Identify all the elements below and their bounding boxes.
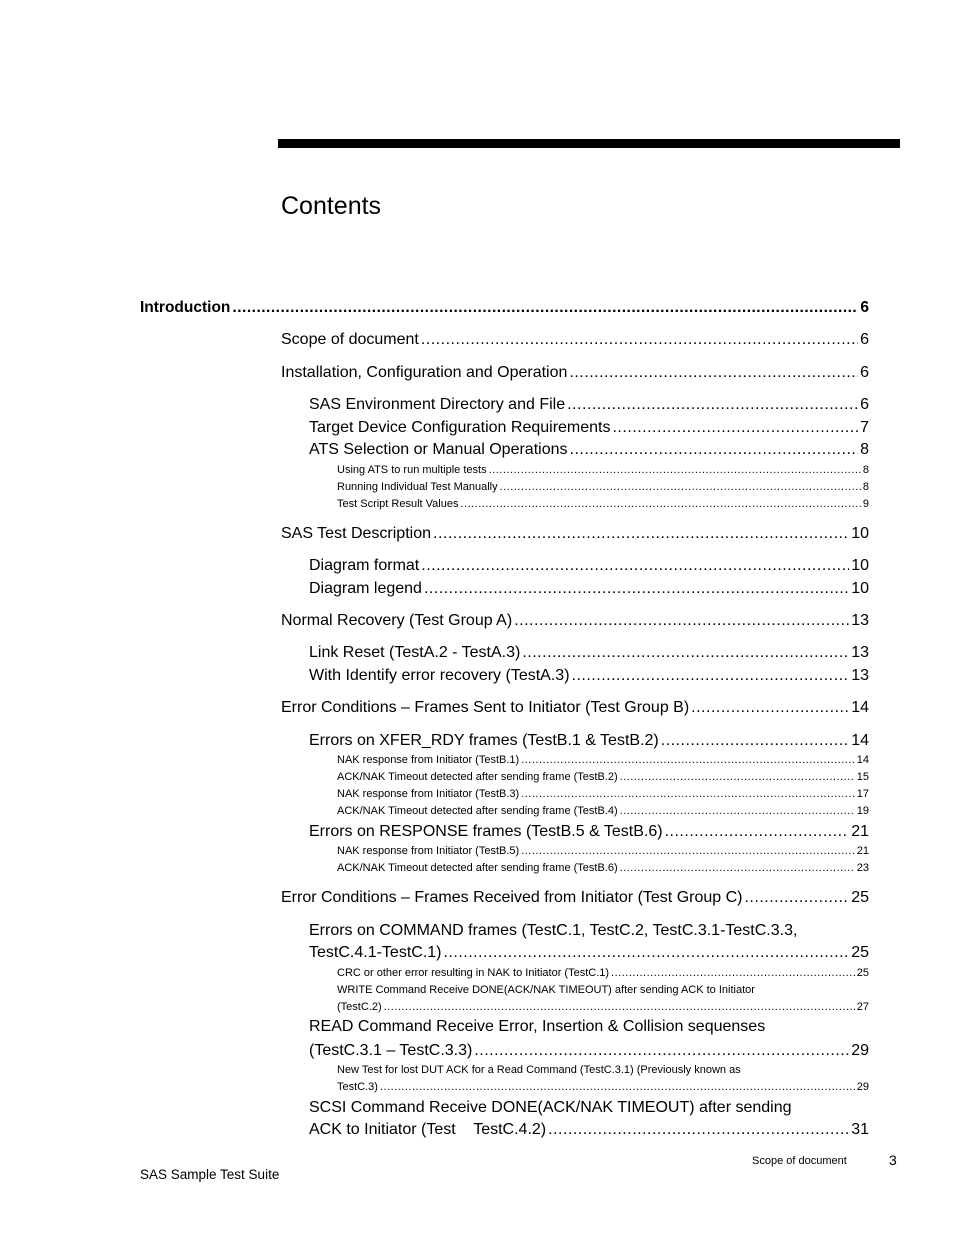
toc-entry-scsi-command-line1[interactable]: SCSI Command Receive DONE(ACK/NAK TIMEOUT) after sending bbox=[309, 1099, 792, 1116]
page-title: Contents bbox=[281, 192, 382, 220]
toc-entry-read-command[interactable]: (TestC.3.1 – TestC.3.3) ..... 29 bbox=[309, 1042, 869, 1060]
toc-entry-ack-b2[interactable]: ACK/NAK Timeout detected after sending frame (TestB.2) ..... 15 bbox=[337, 771, 869, 783]
toc-entry-error-frames-received[interactable]: Error Conditions – Frames Received from Initiator (Test Group C) ..... 25 bbox=[281, 889, 869, 907]
toc-entry-with-identify[interactable]: With Identify error recovery (TestA.3) ..... 13 bbox=[309, 667, 869, 685]
toc-entry-errors-xfer-rdy[interactable]: Errors on XFER_RDY frames (TestB.1 & TestB.2) ..... 14 bbox=[309, 732, 869, 750]
toc-entry-nak-b3[interactable]: NAK response from Initiator (TestB.3) ..... 17 bbox=[337, 788, 869, 800]
footer-section-name: Scope of document bbox=[752, 1155, 847, 1167]
toc-entry-normal-recovery[interactable]: Normal Recovery (Test Group A) ..... 13 bbox=[281, 612, 869, 630]
toc-entry-installation[interactable]: Installation, Configuration and Operation ..... 6 bbox=[281, 364, 869, 382]
toc-entry-errors-command[interactable]: TestC.4.1-TestC.1) ..... 25 bbox=[309, 944, 869, 962]
toc-entry-error-frames-sent[interactable]: Error Conditions – Frames Sent to Initiator (Test Group B) ..... 14 bbox=[281, 699, 869, 717]
toc-entry-scsi-command[interactable]: ACK to Initiator (Test TestC.4.2) ..... 31 bbox=[309, 1121, 869, 1139]
toc-entry-ack-b6[interactable]: ACK/NAK Timeout detected after sending frame (TestB.6) ..... 23 bbox=[337, 862, 869, 874]
toc-entry-nak-b1[interactable]: NAK response from Initiator (TestB.1) ..... 14 bbox=[337, 754, 869, 766]
toc-entry-sas-environment[interactable]: SAS Environment Directory and File ..... 6 bbox=[309, 396, 869, 414]
toc-entry-target-device[interactable]: Target Device Configuration Requirements ..... 7 bbox=[309, 419, 869, 437]
toc-entry-write-c2-line1[interactable]: WRITE Command Receive DONE(ACK/NAK TIMEOUT) after sending ACK to Initiator bbox=[337, 984, 755, 996]
toc-entry-ats-selection[interactable]: ATS Selection or Manual Operations ..... 8 bbox=[309, 441, 869, 459]
toc-entry-using-ats[interactable]: Using ATS to run multiple tests ..... 8 bbox=[337, 464, 869, 476]
toc-entry-sas-test-description[interactable]: SAS Test Description ..... 10 bbox=[281, 525, 869, 543]
toc-entry-link-reset[interactable]: Link Reset (TestA.2 - TestA.3) ..... 13 bbox=[309, 644, 869, 662]
footer-page-number: 3 bbox=[889, 1152, 897, 1168]
toc-entry-introduction[interactable]: Introduction ..... 6 bbox=[140, 299, 869, 317]
toc-entry-read-command-line1[interactable]: READ Command Receive Error, Insertion & Collision sequenses bbox=[309, 1018, 766, 1035]
toc-entry-errors-response[interactable]: Errors on RESPONSE frames (TestB.5 & TestB.6) ..... 21 bbox=[309, 823, 869, 841]
toc-entry-ack-b4[interactable]: ACK/NAK Timeout detected after sending frame (TestB.4) ..... 19 bbox=[337, 805, 869, 817]
toc-entry-errors-command-line1[interactable]: Errors on COMMAND frames (TestC.1, TestC.2, TestC.3.1-TestC.3.3, bbox=[309, 922, 798, 939]
toc-entry-test-script-results[interactable]: Test Script Result Values ..... 9 bbox=[337, 498, 869, 510]
toc-entry-new-test-line1[interactable]: New Test for lost DUT ACK for a Read Command (TestC.3.1) (Previously known as bbox=[337, 1064, 741, 1076]
header-rule bbox=[278, 139, 900, 148]
toc-entry-running-individual[interactable]: Running Individual Test Manually ..... 8 bbox=[337, 481, 869, 493]
toc-entry-crc-c1[interactable]: CRC or other error resulting in NAK to Initiator (TestC.1) ..... 25 bbox=[337, 967, 869, 979]
toc-entry-nak-b5[interactable]: NAK response from Initiator (TestB.5) ..... 21 bbox=[337, 845, 869, 857]
toc-entry-write-c2[interactable]: (TestC.2) ..... 27 bbox=[337, 1001, 869, 1013]
toc-entry-scope[interactable]: Scope of document ..... 6 bbox=[281, 331, 869, 349]
footer-document-name: SAS Sample Test Suite bbox=[140, 1167, 280, 1182]
toc-entry-diagram-format[interactable]: Diagram format ..... 10 bbox=[309, 557, 869, 575]
toc-entry-new-test[interactable]: TestC.3) ..... 29 bbox=[337, 1081, 869, 1093]
toc-entry-diagram-legend[interactable]: Diagram legend ..... 10 bbox=[309, 580, 869, 598]
